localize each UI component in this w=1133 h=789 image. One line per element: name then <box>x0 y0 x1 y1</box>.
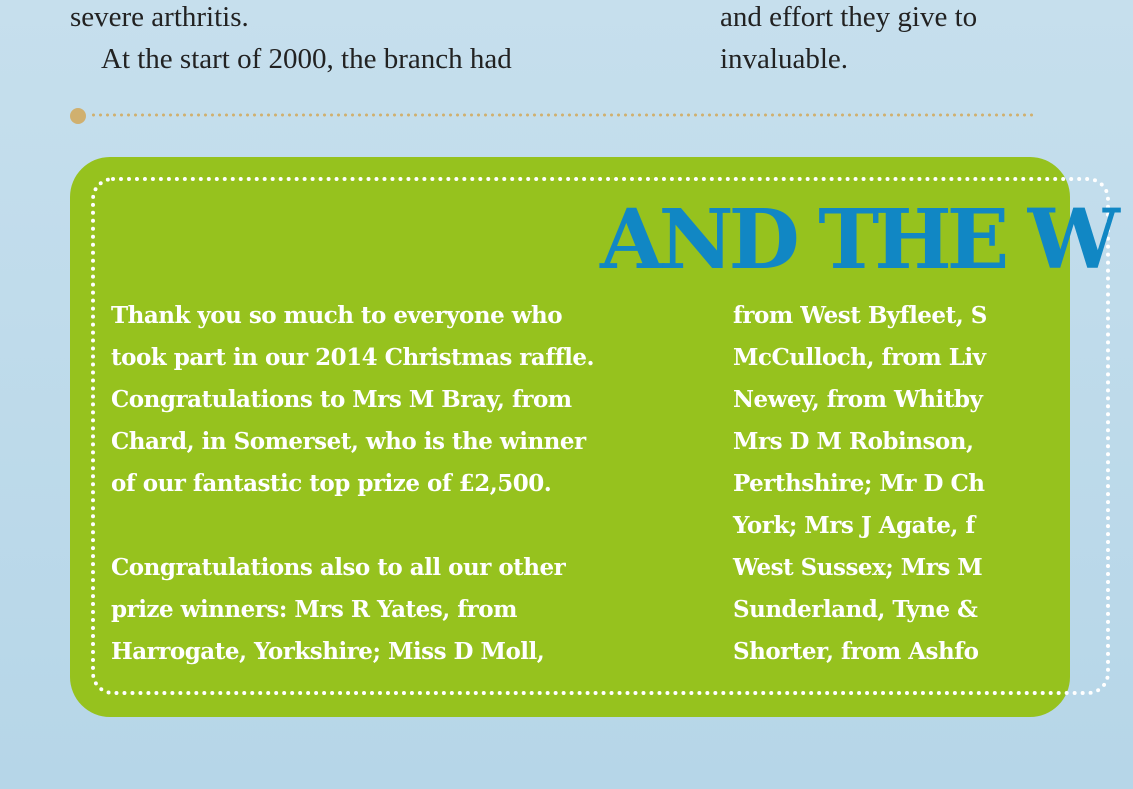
body-line: prize winners: Mrs R Yates, from <box>111 596 517 623</box>
right-column <box>733 295 1133 673</box>
article-text-line: and effort they give to <box>720 1 978 33</box>
divider-dot-icon <box>70 108 86 124</box>
body-line: Shorter, from Ashfo <box>733 638 979 665</box>
body-line: Congratulations also to all our other <box>111 554 566 581</box>
left-column <box>111 295 711 673</box>
body-line: Newey, from Whitby <box>733 386 983 413</box>
body-line: Harrogate, Yorkshire; Miss D Moll, <box>111 638 545 665</box>
body-line: West Sussex; Mrs M <box>733 554 983 581</box>
article-text-line: invaluable. <box>720 43 849 75</box>
body-line: York; Mrs J Agate, f <box>733 512 975 539</box>
body-line: Chard, in Somerset, who is the winner <box>111 428 586 455</box>
body-line: Mrs D M Robinson, <box>733 428 974 455</box>
previous-article-column-right <box>720 0 1040 80</box>
article-text-line: At the start of 2000, the branch had <box>101 43 512 75</box>
raffle-winners-panel <box>70 157 1115 717</box>
article-text-line: severe arthritis. <box>70 1 249 33</box>
paragraph-gap <box>111 505 711 547</box>
body-line: Perthshire; Mr D Ch <box>733 470 985 497</box>
body-line: Thank you so much to everyone who <box>111 302 563 329</box>
body-line: Congratulations to Mrs M Bray, from <box>111 386 572 413</box>
body-line: took part in our 2014 Christmas raffle. <box>111 344 594 371</box>
divider-dotted-line <box>90 113 1034 117</box>
body-line: McCulloch, from Liv <box>733 344 986 371</box>
body-line: Sunderland, Tyne & <box>733 596 978 623</box>
dotted-divider <box>70 108 1034 122</box>
body-line: from West Byfleet, S <box>733 302 987 329</box>
previous-article-column-left <box>70 0 630 80</box>
body-line: of our fantastic top prize of £2,500. <box>111 470 552 497</box>
panel-headline: AND THE W <box>600 192 1115 288</box>
